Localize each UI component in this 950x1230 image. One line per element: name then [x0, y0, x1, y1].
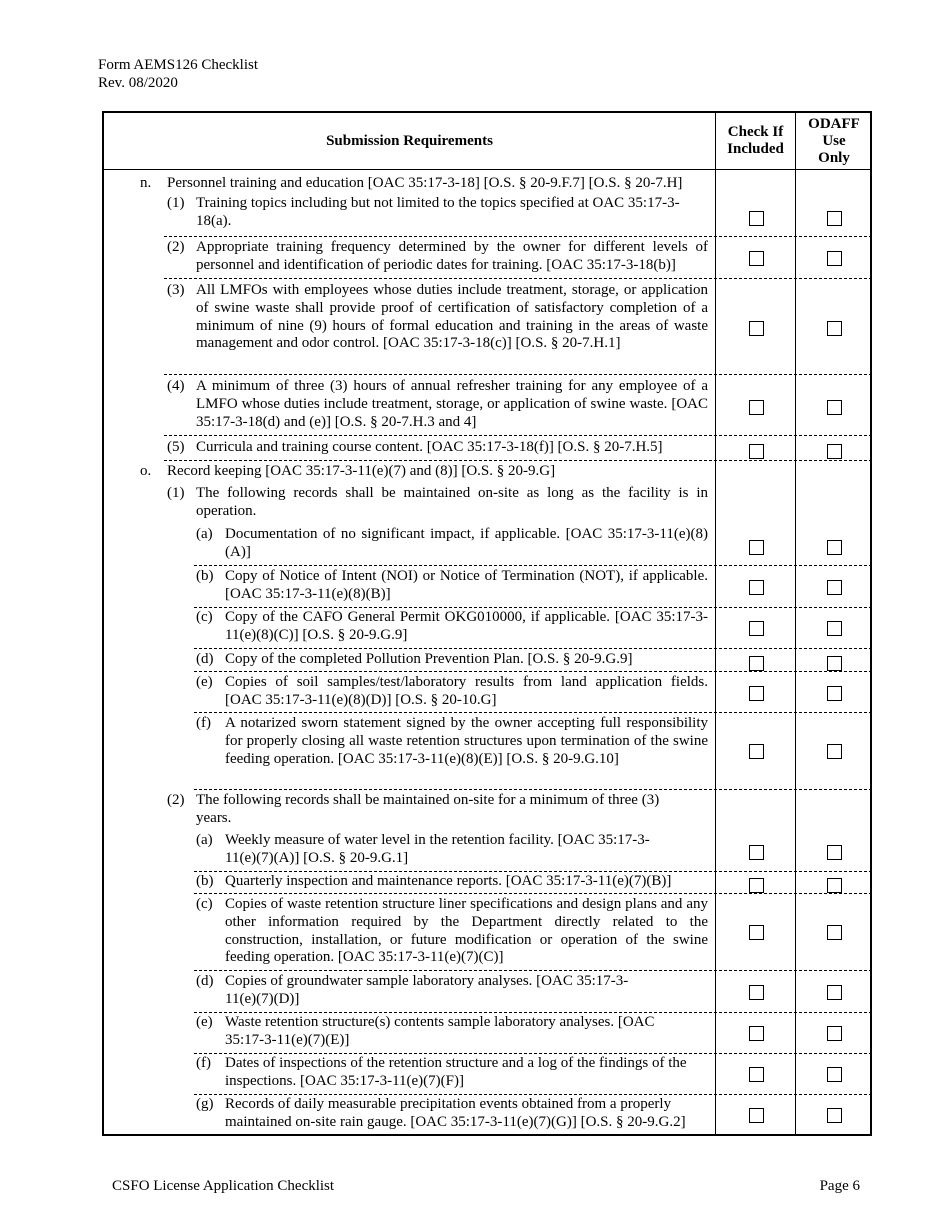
check-included-checkbox[interactable]: [749, 1108, 764, 1123]
odaff-use-checkbox[interactable]: [827, 1108, 842, 1123]
odaff-use-checkbox[interactable]: [827, 656, 842, 671]
check-included-checkbox[interactable]: [749, 686, 764, 701]
column-header-odaff: ODAFF Use Only: [808, 115, 860, 166]
checklist-row-o2f: (f) Dates of inspections of the retention structure and a log of the findings of the inspections. [OAC 35:17-3-11(e)(7)(F)]: [104, 1055, 872, 1095]
checklist-row-o1c: (c) Copy of the CAFO General Permit OKG010000, if applicable. [OAC 35:17-3-11(e)(8)(C)] [O.S. § 20-9.G.9]: [104, 609, 872, 649]
checklist-row-o2a: (a) Weekly measure of water level in the retention facility. [OAC 35:17-3-11(e)(7)(A)] [O.S. § 20-9.G.1]: [104, 832, 872, 872]
section-n-heading: n. Personnel training and education [OAC 35:17-3-18] [O.S. § 20-9.F.7] [O.S. § 20-7.H]: [140, 175, 683, 191]
odaff-use-checkbox[interactable]: [827, 540, 842, 555]
checklist-row-n2: (2) Appropriate training frequency determined by the owner for different levels of personnel and identification of periodic dates for training. [OAC 35:17-3-18(b)]: [104, 239, 872, 279]
check-included-checkbox[interactable]: [749, 656, 764, 671]
checklist-row-o1a: (a) Documentation of no significant impact, if applicable. [OAC 35:17-3-11(e)(8)(A)]: [104, 526, 872, 566]
odaff-use-checkbox[interactable]: [827, 211, 842, 226]
table-header: [104, 113, 870, 170]
check-included-checkbox[interactable]: [749, 845, 764, 860]
check-included-checkbox[interactable]: [749, 1067, 764, 1082]
checklist-row-o2g: (g) Records of daily measurable precipitation events obtained from a properly maintained on-site rain gauge. [OAC 35:17-3-11(e)(7)(G)] [O.S. § 20-9.G.2]: [104, 1096, 872, 1136]
checklist-row-o2c: (c) Copies of waste retention structure liner specifications and design plans and any other information required by the Department directly related to the construction, installation, or future modification or operation of the swine feeding operation. [OAC 35:17-3-11(e)(7)(C)]: [104, 896, 872, 971]
form-revision: Rev. 08/2020: [98, 75, 178, 91]
section-o2-heading: (2) The following records shall be maintained on-site for a minimum of three (3) years.: [167, 792, 660, 826]
check-included-checkbox[interactable]: [749, 744, 764, 759]
column-header-check: Check If Included: [727, 124, 784, 157]
odaff-use-checkbox[interactable]: [827, 686, 842, 701]
checklist-row-n3: (3) All LMFOs with employees whose duties include treatment, storage, or application of swine waste shall provide proof of certification of satisfactory completion of a minimum of nine (9) hours of formal education and training in the areas of waste management and odor control. [OAC 35:17-3-18(c)] [O.S. § 20-7.H.1]: [104, 282, 872, 375]
checklist-row-o2b: (b) Quarterly inspection and maintenance reports. [OAC 35:17-3-11(e)(7)(B)]: [104, 873, 872, 894]
column-header-requirements: Submission Requirements: [326, 132, 493, 149]
check-included-checkbox[interactable]: [749, 925, 764, 940]
odaff-use-checkbox[interactable]: [827, 251, 842, 266]
checklist-row-o2d: (d) Copies of groundwater sample laboratory analyses. [OAC 35:17-3-11(e)(7)(D)]: [104, 973, 872, 1013]
odaff-use-checkbox[interactable]: [827, 1067, 842, 1082]
odaff-use-checkbox[interactable]: [827, 321, 842, 336]
checklist-row-n5: (5) Curricula and training course content. [OAC 35:17-3-18(f)] [O.S. § 20-7.H.5]: [104, 439, 872, 461]
odaff-use-checkbox[interactable]: [827, 400, 842, 415]
odaff-use-checkbox[interactable]: [827, 925, 842, 940]
odaff-use-checkbox[interactable]: [827, 1026, 842, 1041]
check-included-checkbox[interactable]: [749, 444, 764, 459]
check-included-checkbox[interactable]: [749, 985, 764, 1000]
odaff-use-checkbox[interactable]: [827, 744, 842, 759]
check-included-checkbox[interactable]: [749, 1026, 764, 1041]
check-included-checkbox[interactable]: [749, 540, 764, 555]
submission-requirements-table: [102, 111, 872, 1136]
footer-page-number: Page 6: [819, 1178, 860, 1194]
section-o-heading: o. Record keeping [OAC 35:17-3-11(e)(7) and (8)] [O.S. § 20-9.G]: [140, 463, 556, 479]
odaff-use-checkbox[interactable]: [827, 580, 842, 595]
check-included-checkbox[interactable]: [749, 321, 764, 336]
checklist-row-o1d: (d) Copy of the completed Pollution Prevention Plan. [O.S. § 20-9.G.9]: [104, 651, 872, 672]
checklist-row-n1: (1) Training topics including but not limited to the topics specified at OAC 35:17-3-18(a).: [104, 195, 872, 237]
check-included-checkbox[interactable]: [749, 400, 764, 415]
check-included-checkbox[interactable]: [749, 211, 764, 226]
odaff-use-checkbox[interactable]: [827, 985, 842, 1000]
odaff-use-checkbox[interactable]: [827, 845, 842, 860]
odaff-use-checkbox[interactable]: [827, 878, 842, 893]
form-header: [98, 56, 258, 92]
check-included-checkbox[interactable]: [749, 621, 764, 636]
check-included-checkbox[interactable]: [749, 878, 764, 893]
checklist-row-o1f: (f) A notarized sworn statement signed by the owner accepting full responsibility for properly closing all waste retention structures upon termination of the swine feeding operation. [OAC 35:17-3-11(e)(8)(E)] [O.S. § 20-9.G.10]: [104, 715, 872, 790]
odaff-use-checkbox[interactable]: [827, 621, 842, 636]
odaff-use-checkbox[interactable]: [827, 444, 842, 459]
checklist-row-o1e: (e) Copies of soil samples/test/laboratory results from land application fields. [OAC 35:17-3-11(e)(8)(D)] [O.S. § 20-10.G]: [104, 674, 872, 713]
checklist-row-n4: (4) A minimum of three (3) hours of annual refresher training for any employee of a LMFO whose duties include treatment, storage, or application of swine waste. [OAC 35:17-3-18(d) and (e)] [O.S. § 20-7.H.3 and 4]: [104, 378, 872, 436]
form-number: Form AEMS126 Checklist: [98, 57, 259, 73]
checklist-row-o2e: (e) Waste retention structure(s) contents sample laboratory analyses. [OAC 35:17-3-11(e)(7)(E)]: [104, 1014, 872, 1054]
check-included-checkbox[interactable]: [749, 580, 764, 595]
check-included-checkbox[interactable]: [749, 251, 764, 266]
section-o1-heading: (1) The following records shall be maintained on-site as long as the facility is in operation.: [167, 485, 708, 519]
footer-document-title: CSFO License Application Checklist: [112, 1178, 335, 1194]
checklist-row-o1b: (b) Copy of Notice of Intent (NOI) or Notice of Termination (NOT), if applicable. [OAC 35:17-3-11(e)(8)(B)]: [104, 568, 872, 608]
